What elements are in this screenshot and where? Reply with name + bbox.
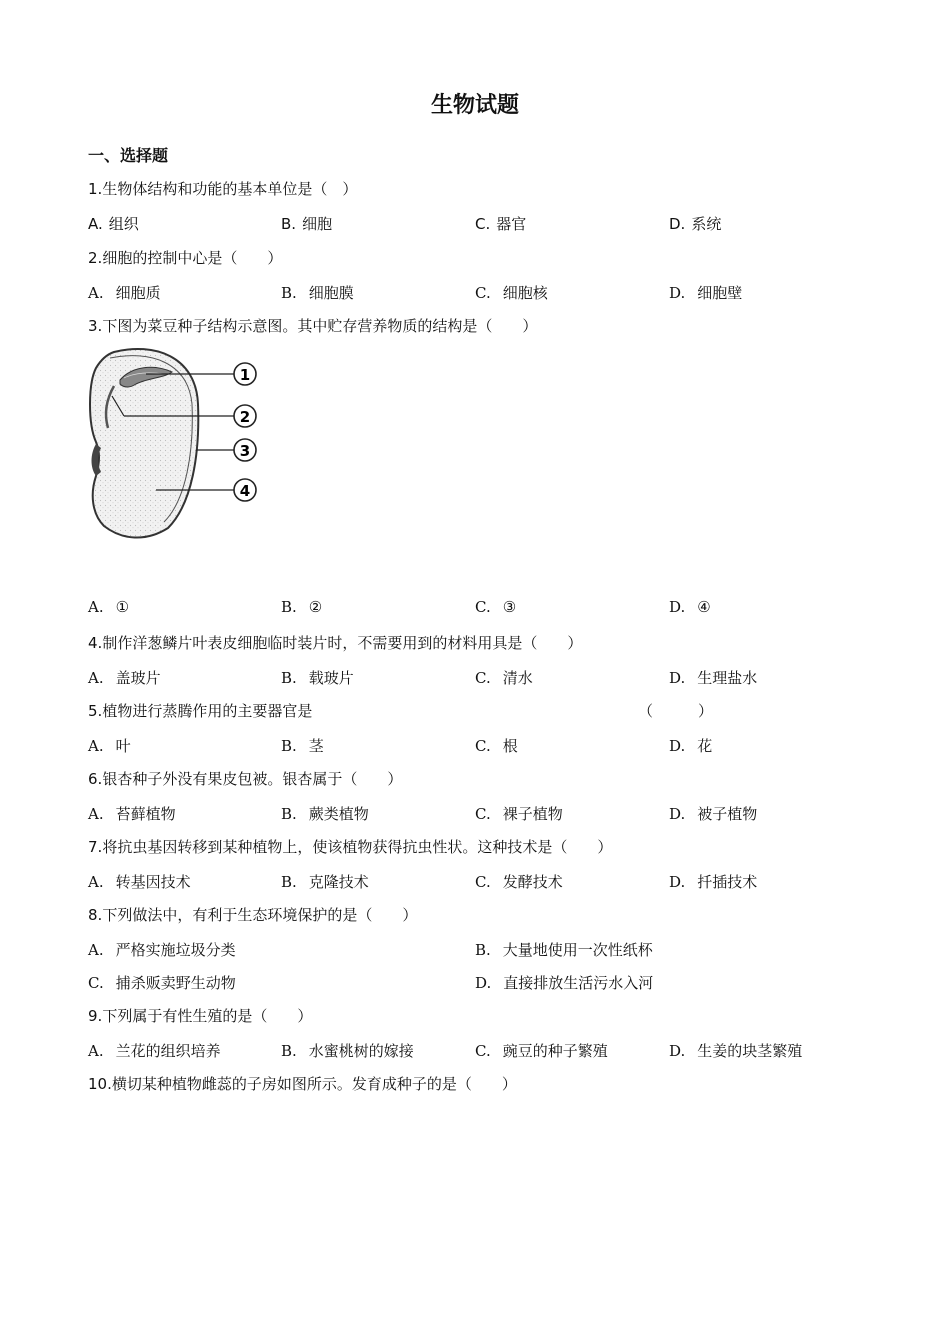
question-2: 2.细胞的控制中心是（ ） (88, 249, 283, 267)
page-title: 生物试题 (430, 93, 519, 118)
option-b: B. 水蜜桃树的嫁接 (281, 1042, 414, 1060)
question-stem: 下图为菜豆种子结构示意图。其中贮存营养物质的结构是（ ） (102, 317, 538, 335)
svg-text:3: 3 (239, 442, 251, 460)
question-stem: 细胞的控制中心是（ ） (102, 249, 283, 267)
option-c: C. 豌豆的种子繁殖 (475, 1042, 608, 1060)
option-c: C. 发酵技术 (475, 873, 563, 891)
answer-blank: （ ） (638, 702, 714, 720)
question-4: 4.制作洋葱鳞片叶表皮细胞临时装片时，不需要用到的材料用具是（ ） (88, 634, 583, 652)
option-a: A. 苔藓植物 (88, 805, 176, 823)
option-d: D. 花 (669, 737, 713, 755)
question-stem: 下列属于有性生殖的是（ ） (102, 1007, 313, 1025)
question-7: 7.将抗虫基因转移到某种植物上，使该植物获得抗虫性状。这种技术是（ ） (88, 838, 613, 856)
option-b: B. ② (281, 598, 323, 616)
option-c: C. 捕杀贩卖野生动物 (88, 974, 236, 992)
option-b: B. 蕨类植物 (281, 805, 369, 823)
bean-seed-diagram (84, 344, 264, 544)
question-stem: 生物体结构和功能的基本单位是（ ） (102, 180, 358, 198)
question-stem: 制作洋葱鳞片叶表皮细胞临时装片时，不需要用到的材料用具是（ ） (102, 634, 583, 652)
option-d: D. 生理盐水 (669, 669, 758, 687)
option-a: A. 兰花的组织培养 (88, 1042, 221, 1060)
option-b: B. 载玻片 (281, 669, 354, 687)
question-stem: 横切某种植物雌蕊的子房如图所示。发育成种子的是（ ） (111, 1075, 517, 1093)
question-3: 3.下图为菜豆种子结构示意图。其中贮存营养物质的结构是（ ） (88, 317, 538, 335)
option-d: D. 细胞壁 (669, 284, 743, 302)
option-a: A. 转基因技术 (88, 873, 191, 891)
svg-text:4: 4 (239, 482, 251, 500)
label-2 (234, 405, 256, 427)
option-a: A. 细胞质 (88, 284, 161, 302)
option-d: D. 系统 (669, 215, 722, 233)
option-c: C. 细胞核 (475, 284, 548, 302)
question-6: 6.银杏种子外没有果皮包被。银杏属于（ ） (88, 770, 403, 788)
question-stem: 植物进行蒸腾作用的主要器官是 (102, 702, 313, 720)
question-stem: 银杏种子外没有果皮包被。银杏属于（ ） (102, 770, 403, 788)
option-a: A. 盖玻片 (88, 669, 161, 687)
option-d: D. ④ (669, 598, 711, 616)
option-c: C. 根 (475, 737, 518, 755)
option-b: B. 克隆技术 (281, 873, 369, 891)
option-c: C. 器官 (475, 215, 527, 233)
option-d: D. 生姜的块茎繁殖 (669, 1042, 803, 1060)
question-5: 5.植物进行蒸腾作用的主要器官是 (88, 702, 313, 720)
option-d: D. 直接排放生活污水入河 (475, 974, 654, 992)
option-a: A. 严格实施垃圾分类 (88, 941, 236, 959)
label-3 (234, 439, 256, 461)
option-d: D. 被子植物 (669, 805, 758, 823)
svg-text:2: 2 (239, 408, 251, 426)
option-b: B. 大量地使用一次性纸杯 (475, 941, 653, 959)
question-9: 9.下列属于有性生殖的是（ ） (88, 1007, 313, 1025)
option-d: D. 扦插技术 (669, 873, 758, 891)
option-b: B. 细胞 (281, 215, 333, 233)
option-c: C. ③ (475, 598, 517, 616)
option-a: A. 组织 (88, 215, 139, 233)
section-heading: 一、选择题 (88, 146, 169, 165)
option-a: A. ① (88, 598, 130, 616)
label-1 (234, 363, 256, 385)
label-4 (234, 479, 256, 501)
option-b: B. 细胞膜 (281, 284, 354, 302)
question-10: 10.横切某种植物雌蕊的子房如图所示。发育成种子的是（ ） (88, 1075, 517, 1093)
question-8: 8.下列做法中，有利于生态环境保护的是（ ） (88, 906, 418, 924)
option-c: C. 裸子植物 (475, 805, 563, 823)
question-1: 1.生物体结构和功能的基本单位是（ ） (88, 180, 358, 198)
option-b: B. 茎 (281, 737, 324, 755)
option-c: C. 清水 (475, 669, 533, 687)
svg-text:1: 1 (239, 366, 251, 384)
question-stem: 下列做法中，有利于生态环境保护的是（ ） (102, 906, 418, 924)
question-stem: 将抗虫基因转移到某种植物上，使该植物获得抗虫性状。这种技术是（ ） (102, 838, 613, 856)
option-a: A. 叶 (88, 737, 131, 755)
